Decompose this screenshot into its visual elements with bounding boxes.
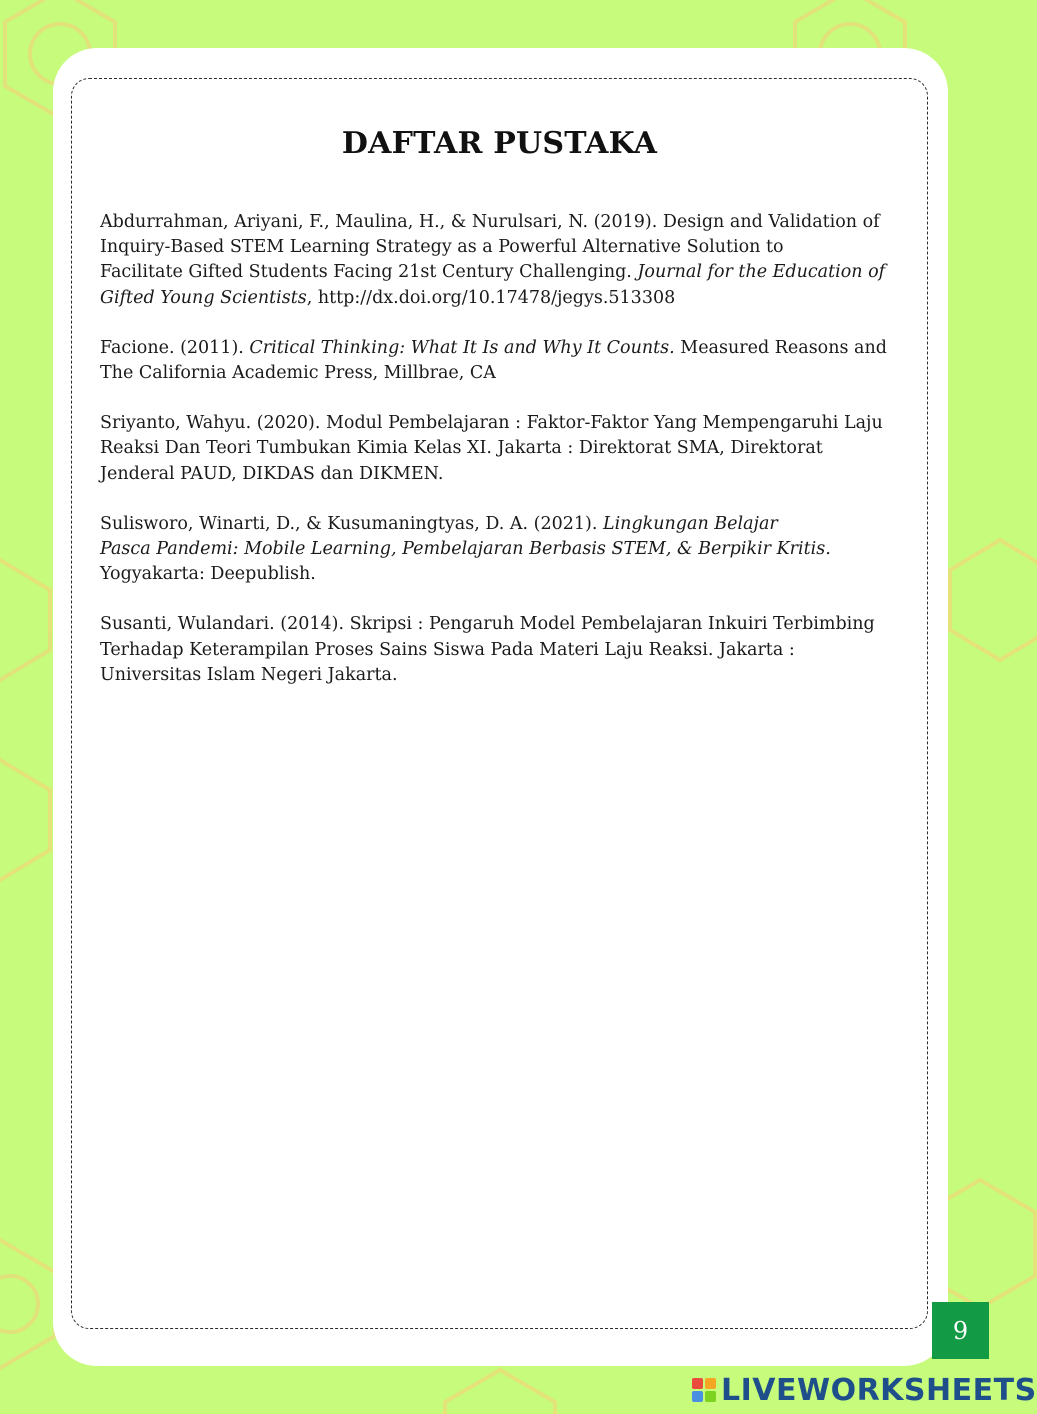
- reference-text: Sulisworo, Winarti, D., & Kusumaningtyas, D. A. (2021).: [100, 513, 603, 534]
- reference-line: [100, 235, 912, 260]
- reference-text: Facione. (2011).: [100, 337, 250, 358]
- reference-line: [100, 512, 912, 537]
- reference-italic-text: Pasca Pandemi: Mobile Learning, Pembelajaran Berbasis STEM, & Berpikir Kritis.: [100, 539, 831, 560]
- reference-text: Jenderal PAUD, DIKDAS dan DIKMEN.: [100, 463, 444, 484]
- reference-italic-text: Critical Thinking: What It Is and Why It Counts.: [249, 337, 675, 358]
- reference-italic-text: Lingkungan Belajar: [602, 513, 778, 534]
- page-number-badge: 9: [932, 1302, 989, 1359]
- reference-text: Measured Reasons and: [674, 337, 887, 358]
- reference-line: [100, 210, 912, 235]
- reference-entry: [100, 612, 912, 688]
- reference-list: [100, 210, 912, 713]
- reference-line: [100, 562, 912, 587]
- logo-square: [692, 1391, 703, 1402]
- reference-text: Abdurrahman, Ariyani, F., Maulina, H., & Nurulsari, N. (2019). Design and Validation of: [100, 212, 880, 232]
- reference-line: [100, 436, 912, 461]
- liveworksheets-logo-icon: [692, 1378, 716, 1402]
- reference-entry: [100, 512, 912, 588]
- reference-text: Sriyanto, Wahyu. (2020). Modul Pembelajaran : Faktor-Faktor Yang Mempengaruhi Laju: [100, 413, 883, 434]
- reference-text: Inquiry-Based STEM Learning Strategy as a Powerful Alternative Solution to: [100, 237, 784, 258]
- reference-line: [100, 286, 912, 311]
- reference-entry: [100, 336, 912, 386]
- logo-square: [705, 1391, 716, 1402]
- reference-line: [100, 336, 912, 361]
- reference-line: [100, 663, 912, 688]
- reference-line: [100, 462, 912, 487]
- logo-square: [705, 1378, 716, 1389]
- liveworksheets-brand[interactable]: [692, 1372, 1037, 1408]
- reference-text: , http://dx.doi.org/10.17478/jegys.513308: [306, 287, 676, 308]
- reference-line: [100, 361, 912, 386]
- logo-square: [692, 1378, 703, 1389]
- reference-italic-text: Journal for the Education of: [637, 262, 886, 283]
- reference-text: The California Academic Press, Millbrae, CA: [100, 363, 496, 384]
- reference-line: [100, 638, 912, 663]
- reference-text: Susanti, Wulandari. (2014). Skripsi : Pengaruh Model Pembelajaran Inkuiri Terbimbing: [100, 614, 875, 635]
- reference-line: [100, 411, 912, 436]
- reference-text: Reaksi Dan Teori Tumbukan Kimia Kelas XI. Jakarta : Direktorat SMA, Direktorat: [100, 438, 823, 459]
- brand-name: LIVEWORKSHEETS: [721, 1372, 1037, 1408]
- reference-text: Yogyakarta: Deepublish.: [100, 564, 316, 585]
- reference-italic-text: Gifted Young Scientists: [100, 287, 307, 308]
- reference-text: Terhadap Keterampilan Proses Sains Siswa Pada Materi Laju Reaksi. Jakarta :: [100, 639, 795, 660]
- page-title: DAFTAR PUSTAKA: [341, 126, 658, 161]
- reference-line: [100, 612, 912, 637]
- reference-line: [100, 537, 912, 562]
- reference-text: Facilitate Gifted Students Facing 21st Century Challenging.: [100, 262, 638, 283]
- reference-entry: [100, 210, 912, 311]
- reference-entry: [100, 411, 912, 487]
- reference-text: Universitas Islam Negeri Jakarta.: [100, 664, 398, 685]
- reference-line: [100, 260, 912, 285]
